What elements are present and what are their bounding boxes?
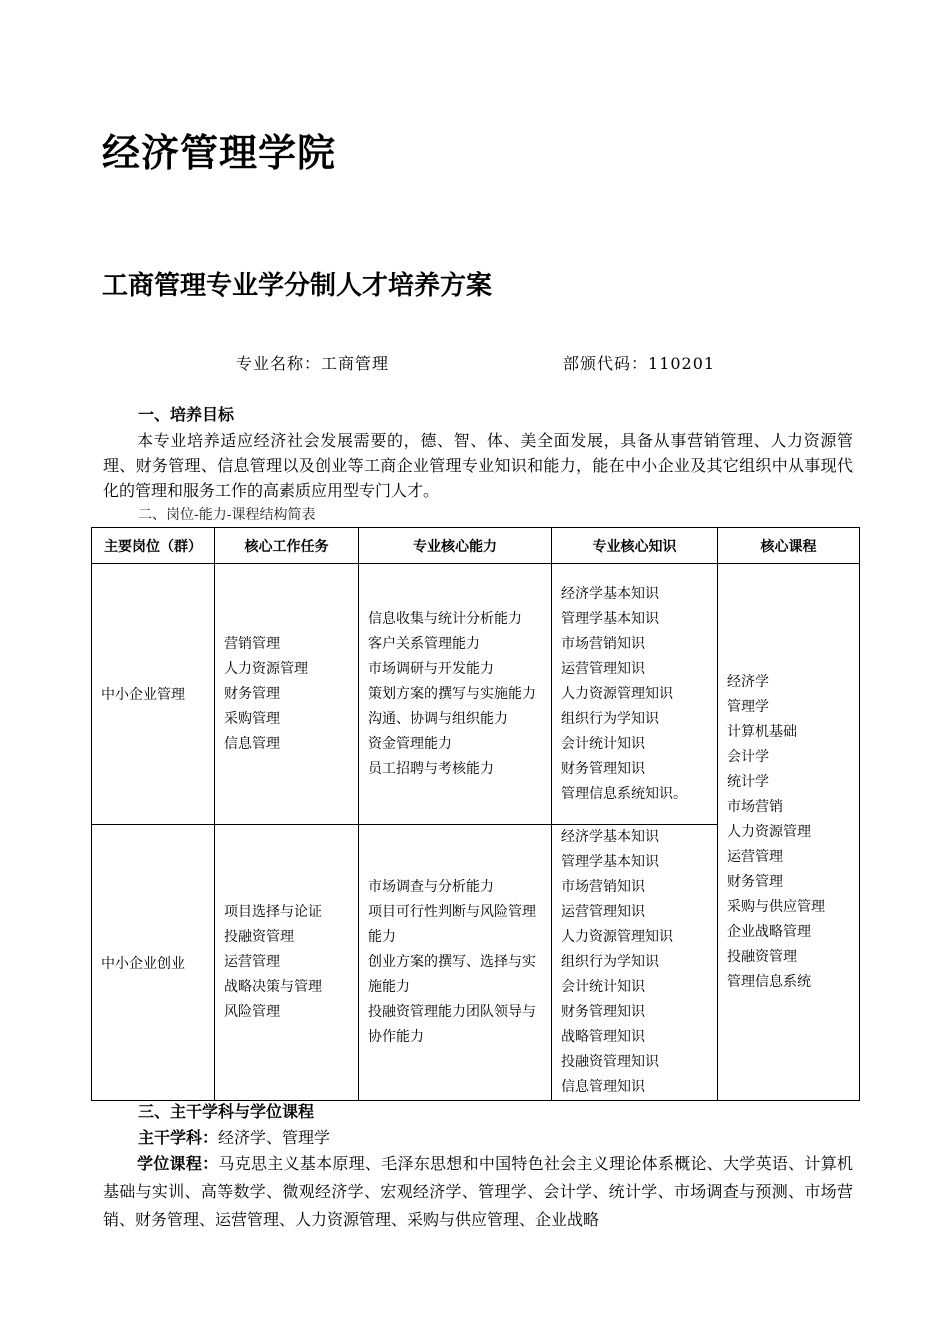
list-item: 创业方案的撰写、选择与实施能力 [368,954,536,995]
main-subjects-label: 主干学科： [138,1128,219,1147]
degree-courses-label: 学位课程： [137,1154,219,1173]
list-item: 组织行为学知识 [561,954,659,970]
table-header-row [92,528,860,564]
list-item: 企业战略管理 [727,923,811,940]
list-item: 人力资源管理知识 [561,929,673,945]
major-value: 工商管理 [321,354,390,373]
major-name [236,352,389,376]
list-item: 会计统计知识 [561,735,645,752]
list-item: 运营管理 [727,848,783,865]
list-item: 风险管理 [224,1004,280,1020]
list-item: 投融资管理 [224,929,294,945]
list-item: 经济学基本知识 [561,585,659,602]
list-item: 人力资源管理 [224,660,308,677]
row1-tasks [215,564,359,825]
list-item: 财务管理知识 [561,1004,645,1020]
list-item: 战略决策与管理 [224,979,322,995]
list-item: 客户关系管理能力 [368,635,480,652]
list-item: 信息收集与统计分析能力 [368,610,522,627]
list-item: 市场调研与开发能力 [368,660,494,677]
college-title: 经济管理学院 [102,130,337,175]
list-item: 信息管理 [224,735,280,752]
list-item: 采购与供应管理 [727,898,825,915]
major-label: 专业名称： [236,354,322,373]
row2-position: 中小企业创业 [92,825,215,1101]
section1-heading: 一、培养目标 [138,405,235,424]
plan-title: 工商管理专业学分制人才培养方案 [102,271,493,301]
header-position: 主要岗位（群） [92,528,215,564]
table-row [92,564,860,825]
list-item: 管理信息系统 [727,973,811,990]
list-item: 人力资源管理知识 [561,685,673,702]
section3-heading: 三、主干学科与学位课程 [138,1102,315,1121]
header-tasks: 核心工作任务 [215,528,359,564]
list-item: 市场营销 [727,798,783,815]
list-item: 员工招聘与考核能力 [368,760,494,777]
list-item: 会计学 [727,748,769,765]
list-item: 运营管理知识 [561,660,645,677]
list-item: 组织行为学知识 [561,710,659,727]
degree-courses [103,1150,853,1234]
list-item: 人力资源管理 [727,823,811,840]
list-item: 运营管理知识 [561,904,645,920]
list-item: 经济学 [727,673,769,690]
list-item: 市场调查与分析能力 [368,879,494,895]
list-item: 管理信息系统知识。 [561,785,687,802]
list-item: 投融资管理知识 [561,1054,659,1070]
list-item: 营销管理 [224,635,280,652]
row2-knowledge [552,825,718,1101]
list-item: 管理学 [727,698,769,715]
list-item: 战略管理知识 [561,1029,645,1045]
degree-courses-value: 马克思主义基本原理、毛泽东思想和中国特色社会主义理论体系概论、大学英语、计算机基础与实训、高等数学、微观经济学、宏观经济学、管理学、会计学、统计学、市场调查与预测、市场营销、财务管理、运营管理、人力资源管理、采购与供应管理、企业战略 [103,1154,853,1229]
list-item: 财务管理知识 [561,760,645,777]
position-ability-course-table [91,527,860,1101]
list-item: 财务管理 [224,685,280,702]
list-item: 财务管理 [727,873,783,890]
header-core-courses: 核心课程 [718,528,860,564]
row1-abilities [359,564,552,825]
list-item: 信息管理知识 [561,1079,645,1095]
list-item: 沟通、协调与组织能力 [368,710,508,727]
list-item: 计算机基础 [727,723,797,740]
list-item: 统计学 [727,773,769,790]
header-knowledge: 专业核心知识 [552,528,718,564]
core-courses [718,564,860,1101]
list-item: 管理学基本知识 [561,610,659,627]
list-item: 会计统计知识 [561,979,645,995]
section1-text: 本专业培养适应经济社会发展需要的，德、智、体、美全面发展，具备从事营销管理、人力资源管理、财务管理、信息管理以及创业等工商企业管理专业知识和能力，能在中小企业及其它组织中从事现代化的管理和服务工作的高素质应用型专门人才。 [103,431,853,500]
list-item: 市场营销知识 [561,879,645,895]
code-label: 部颁代码： [563,354,649,373]
list-item: 策划方案的撰写与实施能力 [368,685,536,702]
section2-heading: 二、岗位-能力-课程结构简表 [138,507,316,523]
header-abilities: 专业核心能力 [359,528,552,564]
list-item: 市场营销知识 [561,635,645,652]
list-item: 投融资管理 [727,948,797,965]
list-item: 项目可行性判断与风险管理能力 [368,904,536,945]
row2-abilities [359,825,552,1101]
list-item: 项目选择与论证 [224,904,322,920]
code-value: 110201 [648,354,716,373]
ministry-code [563,352,715,376]
row1-position: 中小企业管理 [92,564,215,825]
list-item: 资金管理能力 [368,735,452,752]
list-item: 运营管理 [224,954,280,970]
list-item: 经济学基本知识 [561,829,659,845]
row1-knowledge [552,564,718,825]
list-item: 投融资管理能力团队领导与协作能力 [368,1004,536,1045]
list-item: 采购管理 [224,710,280,727]
main-subjects-value: 经济学、管理学 [218,1128,331,1147]
list-item: 管理学基本知识 [561,854,659,870]
main-subjects [138,1126,330,1150]
row2-tasks [215,825,359,1101]
